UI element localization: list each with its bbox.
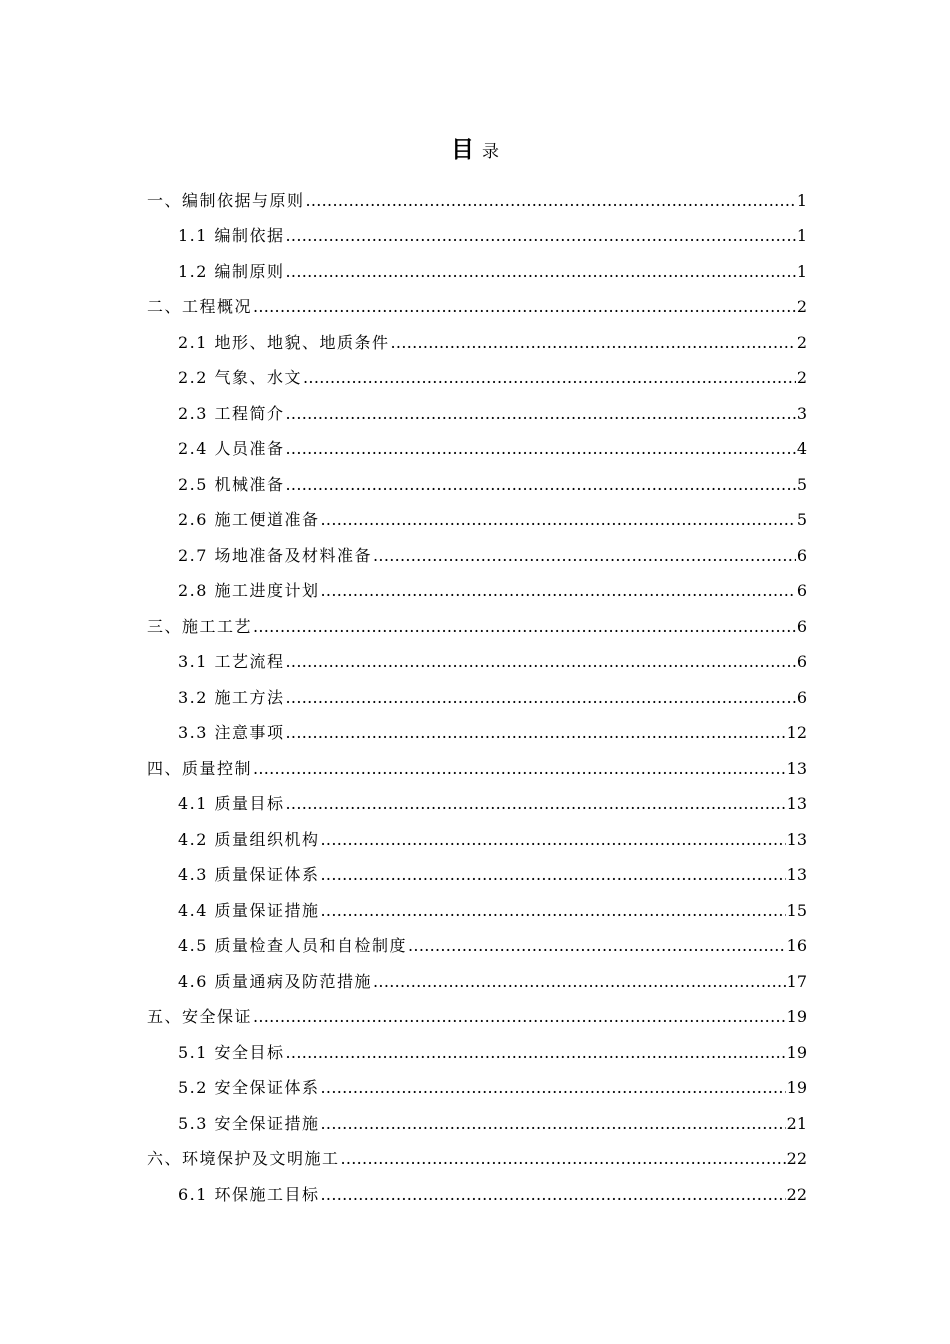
toc-dot-leader xyxy=(321,901,786,921)
toc-dot-leader xyxy=(286,475,796,495)
toc-entry-section[interactable] xyxy=(178,254,807,289)
toc-entry-label: 4.3 质量保证体系 xyxy=(178,865,320,884)
toc-entry-page-number: 22 xyxy=(786,1184,807,1204)
toc-entry-section[interactable] xyxy=(178,503,807,538)
toc-entry-section[interactable] xyxy=(178,361,807,396)
toc-dot-leader xyxy=(341,1149,786,1169)
toc-entry-section[interactable] xyxy=(178,467,807,502)
toc-entry-page-number: 5 xyxy=(796,474,807,494)
toc-entry-label: 2.1 地形、地貌、地质条件 xyxy=(178,332,390,352)
toc-entry-section[interactable] xyxy=(178,893,807,928)
toc-dot-leader xyxy=(321,1078,786,1098)
toc-dot-leader xyxy=(286,723,786,743)
toc-dot-leader xyxy=(373,972,786,992)
toc-entry-section[interactable] xyxy=(178,716,807,751)
toc-entry-section[interactable] xyxy=(178,432,807,467)
toc-dot-leader xyxy=(253,759,786,779)
toc-entry-label: 5.3 安全保证措施 xyxy=(178,1113,320,1133)
toc-entry-label: 3.3 注意事项 xyxy=(178,723,285,742)
toc-entry-label: 四、质量控制 xyxy=(147,758,253,778)
toc-entry-section[interactable] xyxy=(178,396,807,431)
toc-entry-page-number: 6 xyxy=(796,687,807,707)
toc-dot-leader xyxy=(286,794,786,814)
toc-entry-label: 4.5 质量检查人员和自检制度 xyxy=(178,936,408,955)
toc-entry-page-number: 19 xyxy=(786,1078,807,1097)
toc-entry-section[interactable] xyxy=(178,574,807,609)
toc-entry-label: 4.1 质量目标 xyxy=(178,794,285,813)
toc-entry-label: 五、安全保证 xyxy=(147,1007,253,1026)
toc-entry-chapter[interactable] xyxy=(147,751,807,786)
toc-entry-page-number: 12 xyxy=(786,723,807,742)
toc-entry-section[interactable] xyxy=(178,645,807,680)
toc-dot-leader xyxy=(286,439,796,459)
toc-entry-label: 6.1 环保施工目标 xyxy=(178,1184,320,1204)
toc-dot-leader xyxy=(253,1007,786,1027)
toc-entry-label: 1.1 编制依据 xyxy=(178,226,285,245)
toc-entry-page-number: 1 xyxy=(796,226,807,245)
toc-entry-chapter[interactable] xyxy=(147,1000,807,1035)
toc-entry-page-number: 13 xyxy=(786,829,807,849)
toc-entry-label: 5.1 安全目标 xyxy=(178,1042,285,1062)
toc-entry-page-number: 6 xyxy=(796,616,807,636)
toc-entry-label: 4.6 质量通病及防范措施 xyxy=(178,971,373,991)
toc-entry-page-number: 16 xyxy=(786,936,807,955)
toc-entry-label: 2.3 工程简介 xyxy=(178,403,285,423)
toc-dot-leader xyxy=(286,404,796,424)
toc-entry-section[interactable] xyxy=(178,787,807,822)
toc-entry-section[interactable] xyxy=(178,680,807,715)
toc-title xyxy=(0,134,950,168)
toc-entry-label: 5.2 安全保证体系 xyxy=(178,1078,320,1097)
toc-entry-page-number: 2 xyxy=(796,297,807,316)
toc-entry-page-number: 19 xyxy=(786,1007,807,1026)
toc-entry-label: 2.8 施工进度计划 xyxy=(178,581,320,600)
toc-title-rest: 录 xyxy=(482,142,499,162)
toc-dot-leader xyxy=(321,510,796,530)
toc-entry-page-number: 22 xyxy=(786,1149,807,1168)
toc-entry-section[interactable] xyxy=(178,1106,807,1141)
toc-entry-page-number: 2 xyxy=(796,332,807,352)
toc-entry-section[interactable] xyxy=(178,1177,807,1212)
toc-entry-section[interactable] xyxy=(178,858,807,893)
toc-dot-leader xyxy=(286,1043,786,1063)
toc-dot-leader xyxy=(391,333,796,353)
toc-entry-chapter[interactable] xyxy=(147,183,807,218)
toc-dot-leader xyxy=(408,936,786,956)
toc-entry-label: 3.2 施工方法 xyxy=(178,687,285,707)
toc-entry-section[interactable] xyxy=(178,1071,807,1106)
toc-dot-leader xyxy=(286,652,796,672)
toc-entry-page-number: 2 xyxy=(796,368,807,387)
toc-entry-page-number: 13 xyxy=(786,758,807,778)
toc-entry-page-number: 1 xyxy=(796,261,807,281)
toc-entry-section[interactable] xyxy=(178,325,807,360)
toc-entry-page-number: 13 xyxy=(786,865,807,884)
toc-entry-label: 2.4 人员准备 xyxy=(178,439,285,458)
toc-entry-label: 一、编制依据与原则 xyxy=(147,190,305,210)
toc-entry-label: 六、环境保护及文明施工 xyxy=(147,1149,340,1168)
toc-dot-leader xyxy=(303,368,796,388)
toc-dot-leader xyxy=(321,581,796,601)
toc-entry-page-number: 6 xyxy=(796,581,807,600)
toc-dot-leader xyxy=(253,617,796,637)
toc-entry-page-number: 5 xyxy=(796,510,807,529)
toc-dot-leader xyxy=(253,297,796,317)
toc-entry-page-number: 1 xyxy=(796,190,807,210)
toc-entry-chapter[interactable] xyxy=(147,1142,807,1177)
toc-dot-leader xyxy=(373,546,796,566)
toc-dot-leader xyxy=(321,865,786,885)
toc-entry-chapter[interactable] xyxy=(147,609,807,644)
toc-entry-page-number: 6 xyxy=(796,652,807,671)
toc-entry-page-number: 4 xyxy=(796,439,807,458)
toc-entry-section[interactable] xyxy=(178,929,807,964)
toc-entry-chapter[interactable] xyxy=(147,290,807,325)
toc-dot-leader xyxy=(286,688,796,708)
toc-entry-page-number: 19 xyxy=(786,1042,807,1062)
toc-entry-label: 2.7 场地准备及材料准备 xyxy=(178,545,373,565)
toc-dot-leader xyxy=(321,1114,786,1134)
toc-entry-section[interactable] xyxy=(178,822,807,857)
toc-entry-label: 二、工程概况 xyxy=(147,297,253,316)
toc-entry-page-number: 17 xyxy=(786,971,807,991)
toc-dot-leader xyxy=(321,1185,786,1205)
toc-entry-page-number: 13 xyxy=(786,794,807,813)
toc-dot-leader xyxy=(286,262,796,282)
toc-entry-label: 4.2 质量组织机构 xyxy=(178,829,320,849)
toc-entry-label: 2.6 施工便道准备 xyxy=(178,510,320,529)
toc-title-main: 目 xyxy=(451,137,474,163)
toc-entry-section[interactable] xyxy=(178,538,807,573)
toc-dot-leader xyxy=(286,226,796,246)
toc-entry-label: 三、施工工艺 xyxy=(147,616,253,636)
toc-entry-section[interactable] xyxy=(178,1035,807,1070)
toc-entry-page-number: 21 xyxy=(786,1113,807,1133)
toc-entry-page-number: 3 xyxy=(796,403,807,423)
toc-entry-page-number: 6 xyxy=(796,545,807,565)
toc-entry-label: 1.2 编制原则 xyxy=(178,261,285,281)
toc-entry-label: 2.5 机械准备 xyxy=(178,474,285,494)
toc-entry-label: 4.4 质量保证措施 xyxy=(178,900,320,920)
toc-entry-section[interactable] xyxy=(178,219,807,254)
toc-dot-leader xyxy=(306,191,796,211)
toc-entry-section[interactable] xyxy=(178,964,807,999)
toc-entry-label: 2.2 气象、水文 xyxy=(178,368,303,387)
toc-entry-page-number: 15 xyxy=(786,900,807,920)
toc-dot-leader xyxy=(321,830,786,850)
toc-entry-label: 3.1 工艺流程 xyxy=(178,652,285,671)
